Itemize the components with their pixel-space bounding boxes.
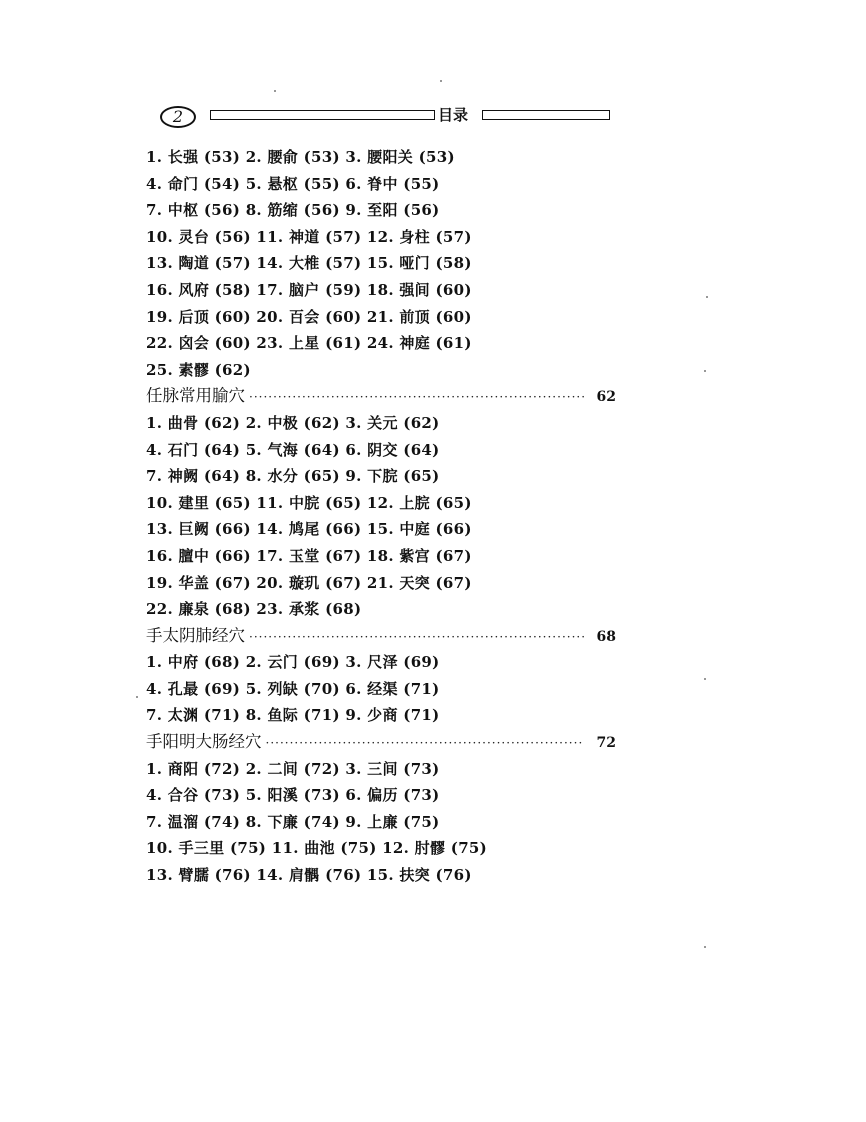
toc-entry-line: 4. 命门 (54) 5. 悬枢 (55) 6. 脊中 (55): [146, 174, 440, 193]
toc-entry-line: 13. 陶道 (57) 14. 大椎 (57) 15. 哑门 (58): [146, 254, 472, 273]
header-title: 目录: [438, 106, 469, 124]
table-of-contents: [146, 144, 616, 889]
scan-speck: [440, 80, 442, 82]
scan-speck: [706, 296, 708, 298]
toc-entry-line: 25. 素髎 (62): [146, 360, 251, 379]
section-title: 手太阴肺经穴: [146, 625, 245, 645]
toc-entry-line: 1. 商阳 (72) 2. 二间 (72) 3. 三间 (73): [146, 759, 440, 778]
toc-entry-line: 7. 太渊 (71) 8. 鱼际 (71) 9. 少商 (71): [146, 706, 440, 725]
toc-entry-line: 1. 中府 (68) 2. 云门 (69) 3. 尺泽 (69): [146, 653, 440, 672]
section-page-number: 72: [596, 735, 616, 752]
toc-entry-line: 4. 孔最 (69) 5. 列缺 (70) 6. 经渠 (71): [146, 679, 440, 698]
toc-entry-line: 22. 廉泉 (68) 23. 承浆 (68): [146, 600, 362, 619]
page-header: [160, 106, 615, 130]
dot-leader: [266, 730, 585, 757]
dot-leader: [249, 624, 584, 651]
toc-section-heading: [146, 383, 616, 410]
toc-section-heading: [146, 729, 616, 756]
toc-entry-line: 22. 囟会 (60) 23. 上星 (61) 24. 神庭 (61): [146, 334, 472, 353]
toc-entry-line: 7. 神阙 (64) 8. 水分 (65) 9. 下脘 (65): [146, 467, 440, 486]
section-page-number: 62: [596, 389, 616, 406]
section-title: 手阳明大肠经穴: [146, 732, 262, 752]
toc-entry-line: 10. 灵台 (56) 11. 神道 (57) 12. 身柱 (57): [146, 227, 472, 246]
header-rule-right: [482, 110, 610, 120]
toc-entry-line: 7. 温溜 (74) 8. 下廉 (74) 9. 上廉 (75): [146, 812, 440, 831]
toc-entry-line: 7. 中枢 (56) 8. 筋缩 (56) 9. 至阳 (56): [146, 201, 440, 220]
page-number-badge: 2: [160, 106, 196, 128]
section-page-number: 68: [596, 628, 616, 645]
toc-entry-line: 10. 手三里 (75) 11. 曲池 (75) 12. 肘髎 (75): [146, 839, 488, 858]
section-title: 任脉常用腧穴: [146, 386, 245, 406]
toc-entry-line: 1. 曲骨 (62) 2. 中极 (62) 3. 关元 (62): [146, 413, 440, 432]
scan-speck: [274, 90, 276, 92]
dot-leader: [249, 384, 584, 411]
toc-entry-line: 10. 建里 (65) 11. 中脘 (65) 12. 上脘 (65): [146, 493, 472, 512]
toc-entry-line: 13. 巨阙 (66) 14. 鸠尾 (66) 15. 中庭 (66): [146, 520, 472, 539]
header-rule-left: [210, 110, 435, 120]
toc-entry-line: 19. 华盖 (67) 20. 璇玑 (67) 21. 天突 (67): [146, 573, 472, 592]
scan-speck: [704, 370, 706, 372]
scan-speck: [136, 696, 138, 698]
toc-entry-line: 1. 长强 (53) 2. 腰俞 (53) 3. 腰阳关 (53): [146, 148, 455, 166]
toc-entry-line: 16. 风府 (58) 17. 脑户 (59) 18. 强间 (60): [146, 280, 472, 299]
toc-entry-line: 13. 臂臑 (76) 14. 肩髃 (76) 15. 扶突 (76): [146, 866, 472, 885]
toc-entry-line: 16. 膻中 (66) 17. 玉堂 (67) 18. 紫宫 (67): [146, 546, 472, 565]
scan-speck: [704, 678, 706, 680]
toc-entry-line: 4. 石门 (64) 5. 气海 (64) 6. 阴交 (64): [146, 440, 440, 459]
toc-entry-line: 4. 合谷 (73) 5. 阳溪 (73) 6. 偏历 (73): [146, 786, 440, 805]
scan-speck: [704, 946, 706, 948]
toc-entry-line: 19. 后顶 (60) 20. 百会 (60) 21. 前顶 (60): [146, 307, 472, 326]
toc-section-heading: [146, 623, 616, 650]
